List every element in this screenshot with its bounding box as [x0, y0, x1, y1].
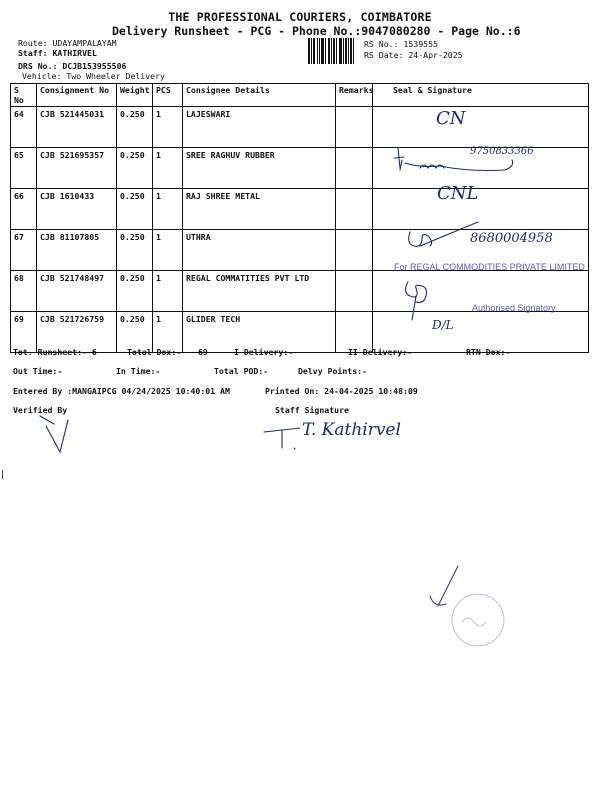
total-dox-label: Total Dox:-: [127, 347, 182, 357]
handwritten-cnl: CNL: [437, 183, 479, 204]
cell-consignment: CJB 521695357: [37, 148, 117, 189]
cell-sno: 64: [11, 107, 37, 148]
staff-signature-hand: T. Kathirvel: [302, 420, 401, 440]
cell-weight: 0.250: [117, 312, 153, 353]
handwritten-phone-1: 9750833366: [470, 146, 534, 157]
cell-consignment: CJB 521748497: [37, 271, 117, 312]
rs-date: RS Date: 24-Apr-2025: [364, 50, 463, 60]
header-pcs: PCS: [153, 84, 183, 107]
runsheet-subtitle: Delivery Runsheet - PCG - Phone No.:9047080280 - Page No.:6: [112, 24, 521, 38]
printed-on: Printed On: 24-04-2025 10:48:09: [265, 386, 418, 396]
cell-consignment: CJB 81107805: [37, 230, 117, 271]
cell-pcs: 1: [153, 312, 183, 353]
header-seal-signature: Seal & Signature: [373, 84, 589, 107]
scan-artifact: [2, 470, 3, 479]
handwritten-phone-2: 8680004958: [470, 231, 553, 246]
company-title: THE PROFESSIONAL COURIERS, COIMBATORE: [168, 10, 432, 24]
cell-sno: 65: [11, 148, 37, 189]
header-consignee: Consignee Details: [183, 84, 336, 107]
cell-sno: 66: [11, 189, 37, 230]
rtn-dox: RTN Dox:-: [466, 347, 511, 357]
staff-label: Staff: KATHIRVEL: [18, 48, 97, 58]
entered-by: Entered By :MANGAIPCG 04/24/2025 10:40:01 AM: [13, 386, 230, 396]
cell-weight: 0.250: [117, 271, 153, 312]
ii-delivery: II Delivery:-: [348, 347, 413, 357]
cell-weight: 0.250: [117, 230, 153, 271]
delvy-points: Delvy Points:-: [298, 366, 368, 376]
header-weight: Weight: [117, 84, 153, 107]
cell-consignee: UTHRA: [183, 230, 336, 271]
cell-consignment: CJB 521726759: [37, 312, 117, 353]
staff-signature-label: Staff Signature: [275, 405, 349, 415]
cell-consignee: LAJESWARI: [183, 107, 336, 148]
handwritten-cn: CN: [436, 108, 466, 129]
cell-sno: 67: [11, 230, 37, 271]
cell-consignee: GLIDER TECH: [183, 312, 336, 353]
total-dox-value: 69: [198, 347, 208, 357]
total-runsheet: Tot. Runsheet:- 6: [13, 347, 97, 357]
cell-consignee: REGAL COMMATITIES PVT LTD: [183, 271, 336, 312]
cell-pcs: 1: [153, 189, 183, 230]
cell-pcs: 1: [153, 230, 183, 271]
rs-number: RS No.: 1539555: [364, 39, 438, 49]
cell-consignee: SREE RAGHUV RUBBER: [183, 148, 336, 189]
cell-weight: 0.250: [117, 148, 153, 189]
cell-consignee: RAJ SHREE METAL: [183, 189, 336, 230]
cell-pcs: 1: [153, 271, 183, 312]
header-consignment: Consignment No: [37, 84, 117, 107]
cell-sno: 69: [11, 312, 37, 353]
total-pod: Total POD:-: [214, 366, 269, 376]
company-stamp: For REGAL COMMODITIES PRIVATE LIMITED: [394, 262, 585, 272]
cell-weight: 0.250: [117, 189, 153, 230]
cell-weight: 0.250: [117, 107, 153, 148]
drs-number: DRS No.: DCJB153955506: [18, 61, 127, 71]
in-time: In Time:-: [116, 366, 161, 376]
cell-pcs: 1: [153, 107, 183, 148]
authorised-signatory-stamp: Authorised Signatory: [472, 303, 556, 313]
route-label: Route: UDAYAMPALAYAM: [18, 38, 117, 48]
out-time: Out Time:-: [13, 366, 63, 376]
vehicle-label: Vehicle: Two Wheeler Delivery: [22, 71, 165, 81]
header-sno: S No: [11, 84, 37, 107]
cell-sno: 68: [11, 271, 37, 312]
verified-by: Verified By: [13, 405, 68, 415]
handwritten-dl: D/L: [432, 318, 454, 332]
header-remarks: Remarks: [336, 84, 373, 107]
i-delivery: I Delivery:-: [234, 347, 294, 357]
cell-pcs: 1: [153, 148, 183, 189]
cell-consignment: CJB 1610433: [37, 189, 117, 230]
cell-consignment: CJB 521445031: [37, 107, 117, 148]
